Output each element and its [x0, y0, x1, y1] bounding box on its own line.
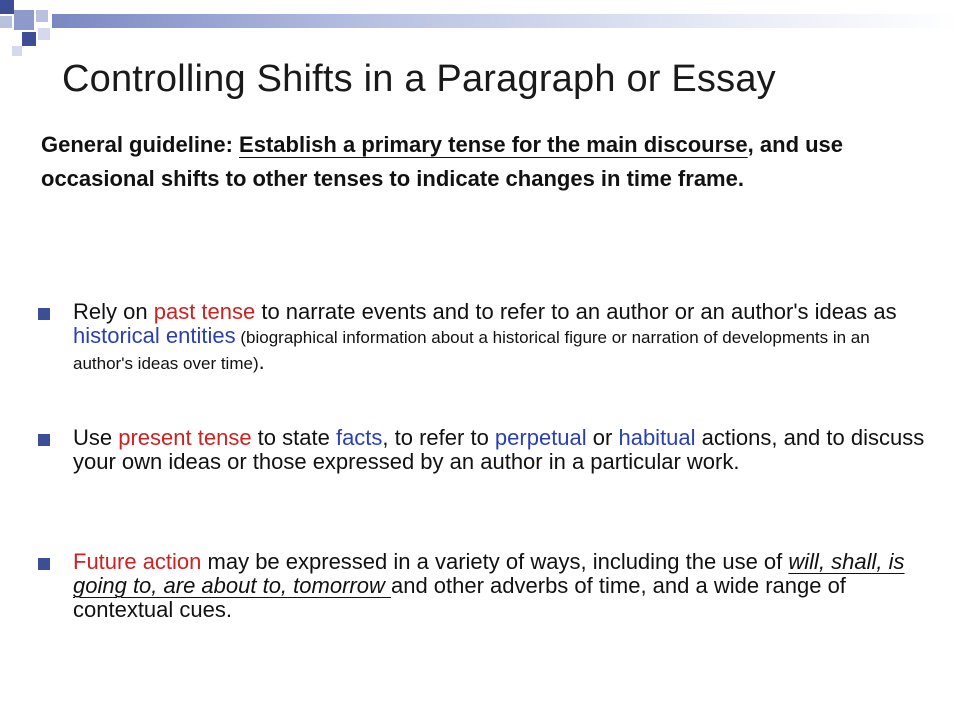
- decorative-square: [14, 10, 34, 30]
- decorative-square: [0, 16, 12, 28]
- text-segment: and other adverbs of time, and a wide range of contextual cues.: [73, 573, 846, 622]
- guideline-primary-tense: Establish a primary tense for the main discourse: [239, 132, 748, 157]
- decorative-square: [12, 46, 22, 56]
- square-bullet-icon: [38, 434, 50, 446]
- text-segment: .: [258, 349, 265, 374]
- square-bullet-icon: [38, 558, 50, 570]
- decorative-square: [22, 32, 36, 46]
- highlight-facts: facts: [335, 425, 383, 450]
- highlight-historical-entities: historical entities: [73, 323, 236, 348]
- text-segment: may be expressed in a variety of ways, including the use of: [201, 549, 789, 574]
- square-bullet-icon: [38, 308, 50, 320]
- guideline-prefix: General guideline:: [41, 132, 240, 157]
- decorative-square: [0, 0, 14, 14]
- text-segment: actions, and to discuss your own ideas or those expressed by an author in a particular work.: [73, 425, 925, 474]
- decorative-square: [36, 10, 48, 22]
- text-segment: to narrate events and to refer to an author or an author's ideas as: [255, 299, 897, 324]
- future-expressions-list: will, shall, is going to, are about to, tomorrow: [73, 549, 905, 598]
- slide-title: Controlling Shifts in a Paragraph or Essay: [62, 58, 776, 100]
- text-segment: , to refer to: [382, 425, 495, 450]
- highlight-past-tense: past tense: [153, 299, 256, 324]
- text-segment: or: [586, 425, 619, 450]
- parenthetical-note: (biographical information about a historical figure or narration of developments in an author's ideas over time): [73, 328, 870, 373]
- text-segment: to state: [251, 425, 336, 450]
- highlight-perpetual: perpetual: [494, 425, 587, 450]
- bullet-text: [73, 426, 925, 474]
- bullet-text: [73, 550, 925, 622]
- highlight-present-tense: present tense: [118, 425, 252, 450]
- guideline-rest: , and use occasional shifts to other tenses to indicate changes in time frame.: [41, 132, 844, 191]
- text-segment: Rely on: [73, 299, 154, 324]
- highlight-habitual: habitual: [618, 425, 696, 450]
- header-gradient-bar: [52, 14, 960, 28]
- text-segment: Use: [73, 425, 119, 450]
- bullet-text: [73, 300, 925, 376]
- highlight-future-action: Future action: [73, 549, 202, 574]
- general-guideline: [41, 128, 921, 196]
- decorative-square: [38, 28, 50, 40]
